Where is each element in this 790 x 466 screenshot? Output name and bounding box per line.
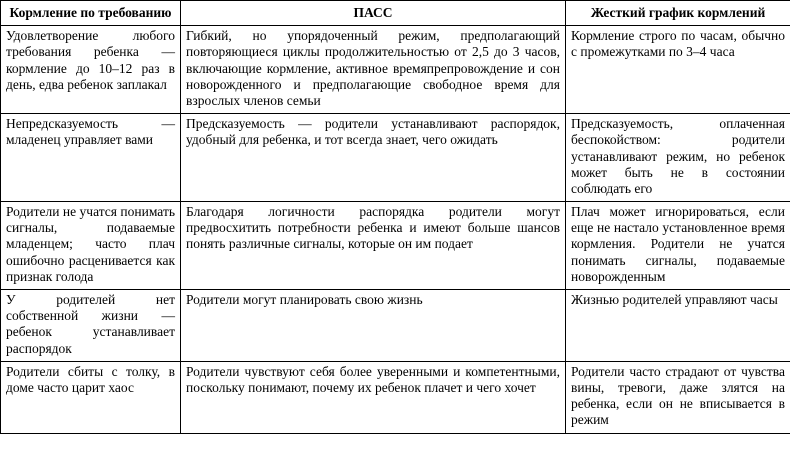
table-row <box>1 202 790 290</box>
table-cell: Удовлетворение любого требования ребенка — кормление до 10–12 раз в день, едва ребенок заплакал <box>1 26 181 114</box>
table-cell: Родители могут планировать свою жизнь <box>181 290 566 362</box>
header-pass: ПАСС <box>181 1 566 26</box>
table-row <box>1 290 790 362</box>
table-cell: Благодаря логичности распорядка родители могут предвосхитить потребности ребенка и имеют больше шансов понять различные сигналы, которые он им подает <box>181 202 566 290</box>
table-cell: Плач может игнорироваться, если еще не настало установленное время кормления. Родители не учатся понимать сигналы, подаваемые новорожденным <box>566 202 790 290</box>
table-row <box>1 26 790 114</box>
table-cell: Предсказуемость — родители устанавливают распорядок, удобный для ребенка, и тот всегда знает, чего ожидать <box>181 114 566 202</box>
table-cell: Непредсказуемость — младенец управляет вами <box>1 114 181 202</box>
table-cell: Кормление строго по часам, обычно с промежутками по 3–4 часа <box>566 26 790 114</box>
table-cell: У родителей нет собственной жизни — ребенок устанавливает распорядок <box>1 290 181 362</box>
table-cell: Родители не учатся понимать сигналы, подаваемые младенцем; часто плач ошибочно расценивается как признак голода <box>1 202 181 290</box>
table-cell: Предсказуемость, оплаченная беспокойством: родители устанавливают режим, но ребенок может быть не в состоянии соблюдать его <box>566 114 790 202</box>
table-header-row <box>1 1 790 26</box>
table-cell: Гибкий, но упорядоченный режим, предполагающий повторяющиеся циклы продолжительностью от 2,5 до 3 часов, включающие кормление, активное времяпрепровождение и сон новорожденного и предполагающие свободное время для взрослых членов семьи <box>181 26 566 114</box>
table-row <box>1 361 790 433</box>
table-cell: Родители сбиты с толку, в доме часто царит хаос <box>1 361 181 433</box>
header-on-demand-feeding: Кормление по требованию <box>1 1 181 26</box>
table-row <box>1 114 790 202</box>
header-strict-schedule: Жесткий график кормлений <box>566 1 790 26</box>
table-cell: Родители чувствуют себя более уверенными и компетентными, поскольку понимают, почему их ребенок плачет и чего хочет <box>181 361 566 433</box>
table-cell: Жизнью родителей управляют часы <box>566 290 790 362</box>
table-cell: Родители часто страдают от чувства вины, тревоги, даже злятся на ребенка, если он не вписывается в режим <box>566 361 790 433</box>
